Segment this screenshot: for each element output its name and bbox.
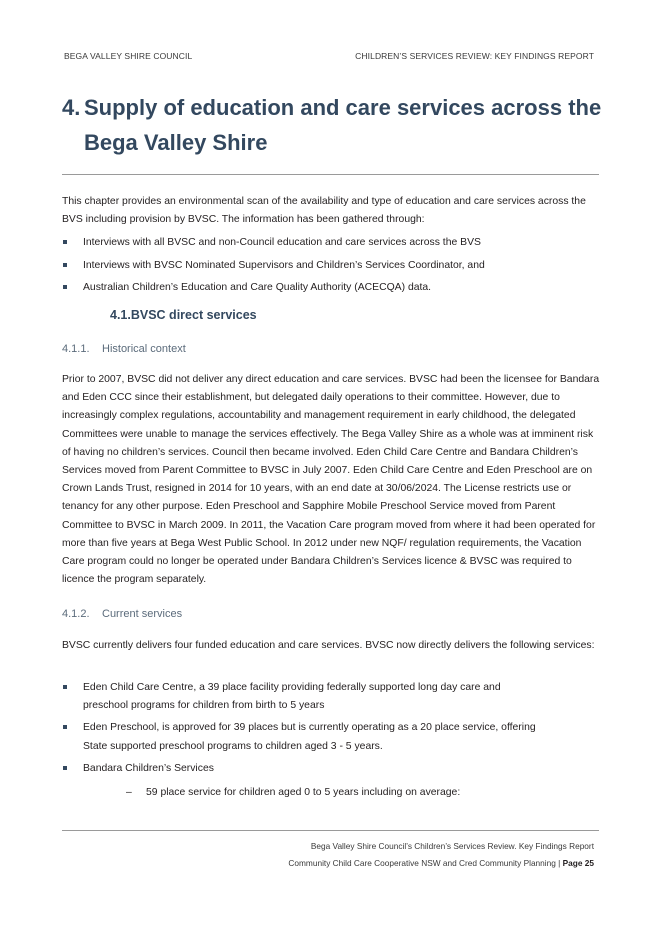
footer-credits: Community Child Care Cooperative NSW and Cred Community Planning | Page 25 [288,858,594,868]
chapter-number: 4. [62,95,81,120]
list-item: Eden Child Care Centre, a 39 place facility providing federally supported long day care and preschool programs for children from birth to 5 years [62,679,542,715]
dash-marker: – [126,787,132,798]
chapter-title-line1: Supply of education and care services across the [84,95,602,120]
list-item: Bandara Children’s Services [62,760,542,778]
chapter-title-line2: Bega Valley Shire [84,130,268,155]
list-item: Australian Children’s Education and Care Quality Authority (ACECQA) data. [62,279,602,297]
bullet-square-icon [63,263,67,267]
chapter-title [62,90,602,160]
section-number: 4.1. [110,308,131,322]
bullet-square-icon [63,285,67,289]
bullet-square-icon [63,685,67,689]
section-heading [110,308,257,322]
current-services-bullet-list [62,679,542,778]
list-item: Interviews with all BVSC and non-Council education and care services across the BVS [62,234,602,252]
page-number: Page 25 [562,858,594,868]
subsection-heading-current: 4.1.2. Current services [62,608,183,620]
title-divider [62,174,599,175]
dash-list-item: – 59 place service for children aged 0 to 5 years including on average: [126,787,461,798]
subsection-heading-historical: 4.1.1. Historical context [62,343,186,355]
list-item: Interviews with BVSC Nominated Supervisors and Children’s Services Coordinator, and [62,257,602,275]
current-services-paragraph: BVSC currently delivers four funded education and care services. BVSC now directly delivers the following services: [62,640,595,651]
header-organisation: BEGA VALLEY SHIRE COUNCIL [64,51,193,61]
intro-bullet-list [62,234,602,298]
bullet-square-icon [63,725,67,729]
bullet-square-icon [63,240,67,244]
list-item: Eden Preschool, is approved for 39 places but is currently operating as a 20 place service, offering State supported preschool programs to children aged 3 - 5 years. [62,719,542,755]
footer-divider [62,830,599,831]
footer-report-title: Bega Valley Shire Council’s Children’s Services Review. Key Findings Report [310,841,594,851]
page-header [64,51,594,65]
section-title: BVSC direct services [130,308,257,322]
historical-paragraph: Prior to 2007, BVSC did not deliver any direct education and care services. BVSC had been the licensee for Bandara and Eden CCC since their establishment, but delegated daily operations to their committee. However, due to increasingly complex regulations, accountability and management requirement in early childhood, the delegated Committees were unable to manage the services effectively. The Bega Valley Shire as a whole was at imminent risk of having no children’s services. Council then became involved. Eden Child Care Centre and Bandara Children’s Services moved from Parent Committee to BVSC in July 2007. Eden Child Care Centre and Eden Preschool are on Crown Lands Trust, resigned in 2014 for 10 years, with an end date at 30/06/2024. The License restricts use or tenancy for any other purpose. Eden Preschool and Sapphire Mobile Preschool Service moved from Parent Committee to BVSC in March 2009. In 2011, the Vacation Care program moved from where it had been operated for more than five years at Bega West Public School. In 2012 under new NQF/ regulation requirements, the Vacation Care program could no longer be operated under Bandara Children’s Services licence & BVSC was required to licence the program separately. [62,374,600,586]
intro-paragraph: This chapter provides an environmental scan of the availability and type of education and care services across the BVS including provision by BVSC. The information has been gathered through: [62,196,586,226]
bullet-square-icon [63,766,67,770]
header-report-title: CHILDREN’S SERVICES REVIEW: KEY FINDINGS REPORT [355,51,594,61]
